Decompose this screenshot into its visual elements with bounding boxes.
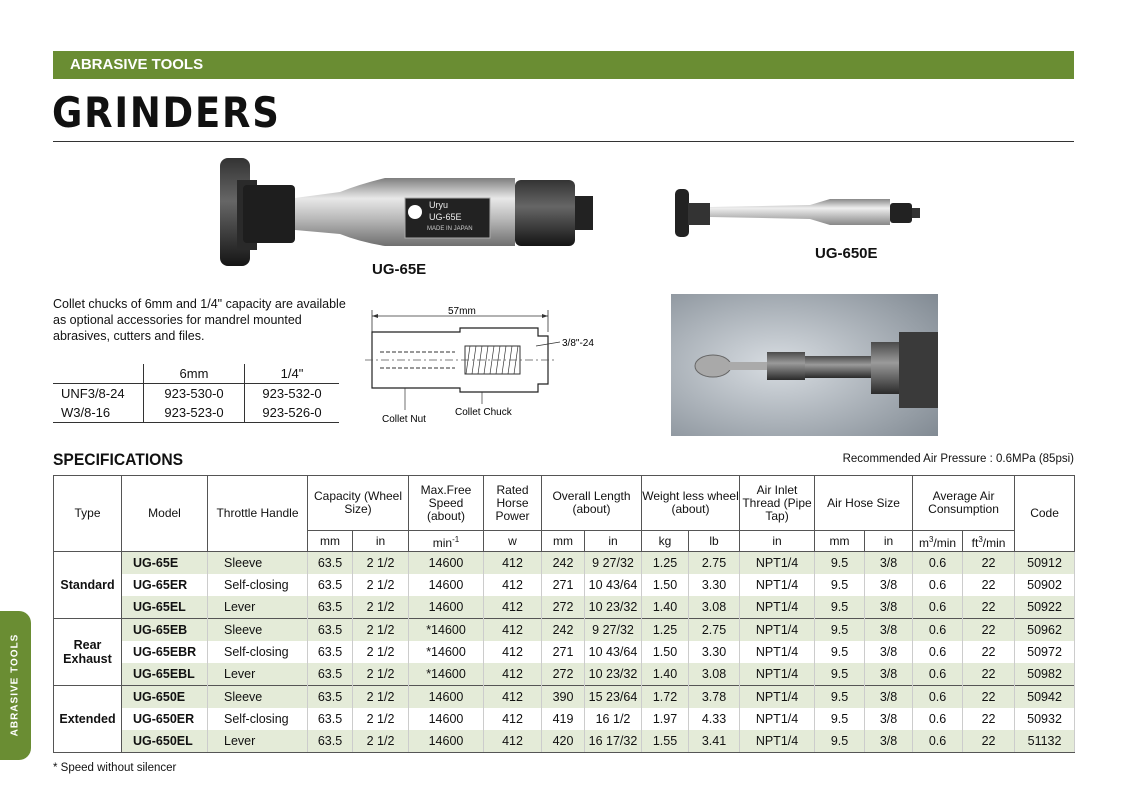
spec-cell: 1.55 <box>642 730 689 753</box>
spec-cell: 14600 <box>409 574 484 596</box>
unit-header: mm <box>815 531 865 552</box>
spec-cell: 63.5 <box>308 641 353 663</box>
spec-cell: NPT1/4 <box>740 686 815 709</box>
model-cell: UG-650E <box>122 686 208 709</box>
spec-cell: 242 <box>542 552 585 575</box>
spec-cell: 3/8 <box>865 708 913 730</box>
spec-cell: 14600 <box>409 596 484 619</box>
spec-cell: 0.6 <box>913 596 963 619</box>
throttle-cell: Sleeve <box>208 686 308 709</box>
spec-cell: 50982 <box>1015 663 1075 686</box>
spec-cell: 63.5 <box>308 730 353 753</box>
spec-cell: 16 1/2 <box>585 708 642 730</box>
spec-cell: 14600 <box>409 730 484 753</box>
spec-cell: 10 23/32 <box>585 663 642 686</box>
type-cell: Rear Exhaust <box>54 619 122 686</box>
diagram-thread: 3/8"-24 <box>562 338 594 349</box>
spec-cell: 14600 <box>409 708 484 730</box>
spec-cell: 10 43/64 <box>585 641 642 663</box>
type-cell: Standard <box>54 552 122 619</box>
table-row <box>54 730 1075 753</box>
spec-cell: 22 <box>963 686 1015 709</box>
spec-cell: 50932 <box>1015 708 1075 730</box>
collet-cell: 923-526-0 <box>245 403 340 423</box>
spec-cell: 3/8 <box>865 663 913 686</box>
spec-cell: 1.25 <box>642 552 689 575</box>
spec-cell: 22 <box>963 708 1015 730</box>
spec-cell: 412 <box>484 686 542 709</box>
spec-cell: 9.5 <box>815 663 865 686</box>
collet-cell: 923-523-0 <box>144 403 245 423</box>
spec-cell: 50942 <box>1015 686 1075 709</box>
spec-cell: 0.6 <box>913 552 963 575</box>
spec-cell: 272 <box>542 596 585 619</box>
th-capacity: Capacity (Wheel Size) <box>308 476 409 531</box>
throttle-cell: Lever <box>208 663 308 686</box>
throttle-cell: Self-closing <box>208 641 308 663</box>
spec-cell: 0.6 <box>913 574 963 596</box>
table-row <box>54 574 1075 596</box>
spec-cell: 9.5 <box>815 552 865 575</box>
spec-cell: 22 <box>963 552 1015 575</box>
spec-cell: 9.5 <box>815 708 865 730</box>
unit-header: in <box>865 531 913 552</box>
ug-650e-photo <box>670 185 925 240</box>
intro-text: Collet chucks of 6mm and 1/4" capacity are available as optional accessories for mandrel mounted abrasives, cutters and files. <box>53 297 346 343</box>
spec-cell: 2 1/2 <box>353 708 409 730</box>
spec-cell: 1.40 <box>642 596 689 619</box>
nameplate-model: UG-65E <box>429 212 462 222</box>
spec-cell: 3/8 <box>865 730 913 753</box>
th-length: Overall Length (about) <box>542 476 642 531</box>
title-divider <box>53 141 1074 142</box>
spec-cell: NPT1/4 <box>740 574 815 596</box>
spec-cell: 2 1/2 <box>353 596 409 619</box>
collet-row-label: W3/8-16 <box>53 403 144 423</box>
spec-cell: 271 <box>542 574 585 596</box>
spec-cell: 412 <box>484 552 542 575</box>
spec-cell: 63.5 <box>308 574 353 596</box>
spec-cell: 22 <box>963 574 1015 596</box>
nameplate-origin: MADE IN JAPAN <box>427 226 473 232</box>
collet-table <box>53 364 339 423</box>
unit-header: in <box>740 531 815 552</box>
spec-cell: 3.30 <box>689 574 740 596</box>
collet-header-blank <box>53 364 144 384</box>
spec-cell: 63.5 <box>308 619 353 642</box>
spec-cell: *14600 <box>409 619 484 642</box>
spec-cell: NPT1/4 <box>740 596 815 619</box>
side-tab <box>0 611 31 760</box>
spec-cell: 0.6 <box>913 641 963 663</box>
model-cell: UG-650EL <box>122 730 208 753</box>
spec-cell: 16 17/32 <box>585 730 642 753</box>
spec-cell: 4.33 <box>689 708 740 730</box>
spec-cell: 3.08 <box>689 596 740 619</box>
th-hose: Air Hose Size <box>815 476 913 531</box>
spec-cell: NPT1/4 <box>740 619 815 642</box>
collet-header-6mm: 6mm <box>144 364 245 384</box>
footnote: * Speed without silencer <box>53 762 177 774</box>
model-cell: UG-65EB <box>122 619 208 642</box>
unit-header: mm <box>542 531 585 552</box>
spec-cell: 2 1/2 <box>353 686 409 709</box>
spec-cell: 2.75 <box>689 619 740 642</box>
table-row <box>54 686 1075 709</box>
spec-cell: 1.25 <box>642 619 689 642</box>
spec-cell: NPT1/4 <box>740 663 815 686</box>
spec-cell: 63.5 <box>308 552 353 575</box>
spec-cell: 2.75 <box>689 552 740 575</box>
th-throttle: Throttle Handle <box>208 476 308 552</box>
spec-cell: 63.5 <box>308 663 353 686</box>
unit-header: $ft^3/\min$ <box>963 531 1015 552</box>
spec-cell: 412 <box>484 663 542 686</box>
spec-cell: 412 <box>484 730 542 753</box>
throttle-cell: Sleeve <box>208 619 308 642</box>
spec-cell: 1.50 <box>642 641 689 663</box>
unit-header: mm <box>308 531 353 552</box>
spec-cell: 22 <box>963 619 1015 642</box>
th-power: Rated Horse Power <box>484 476 542 531</box>
spec-cell: 63.5 <box>308 708 353 730</box>
model-cell: UG-65E <box>122 552 208 575</box>
spec-cell: NPT1/4 <box>740 552 815 575</box>
unit-header: in <box>353 531 409 552</box>
model-cell: UG-65EBL <box>122 663 208 686</box>
spec-cell: 9 27/32 <box>585 552 642 575</box>
spec-cell: 50922 <box>1015 596 1075 619</box>
spec-cell: *14600 <box>409 641 484 663</box>
model-label-ug-650e: UG-650E <box>815 245 878 262</box>
throttle-cell: Lever <box>208 730 308 753</box>
type-cell: Extended <box>54 686 122 753</box>
collet-header-quarter: 1/4" <box>245 364 340 384</box>
spec-cell: 9.5 <box>815 641 865 663</box>
specifications-table <box>53 475 1075 753</box>
model-cell: UG-65EL <box>122 596 208 619</box>
spec-cell: 9.5 <box>815 596 865 619</box>
collet-cell: 923-532-0 <box>262 386 322 401</box>
spec-cell: 0.6 <box>913 663 963 686</box>
table-row <box>54 663 1075 686</box>
spec-cell: 50962 <box>1015 619 1075 642</box>
table-row <box>54 619 1075 642</box>
spec-cell: NPT1/4 <box>740 730 815 753</box>
spec-cell: 3.30 <box>689 641 740 663</box>
unit-header: w <box>484 531 542 552</box>
spec-cell: 3/8 <box>865 641 913 663</box>
spec-cell: 3/8 <box>865 686 913 709</box>
spec-cell: 0.6 <box>913 708 963 730</box>
table-row <box>54 641 1075 663</box>
spec-cell: 412 <box>484 596 542 619</box>
spec-cell: 63.5 <box>308 686 353 709</box>
spec-cell: 412 <box>484 619 542 642</box>
table-row <box>54 552 1075 575</box>
model-cell: UG-650ER <box>122 708 208 730</box>
spec-cell: 271 <box>542 641 585 663</box>
unit-header: kg <box>642 531 689 552</box>
spec-cell: 63.5 <box>308 596 353 619</box>
collet-row-label: UNF3/8-24 <box>53 384 144 404</box>
spec-cell: NPT1/4 <box>740 708 815 730</box>
spec-cell: 1.50 <box>642 574 689 596</box>
spec-cell: 22 <box>963 641 1015 663</box>
spec-cell: 14600 <box>409 686 484 709</box>
spec-cell: 412 <box>484 708 542 730</box>
th-code: Code <box>1015 476 1075 552</box>
unit-header: lb <box>689 531 740 552</box>
spec-cell: 2 1/2 <box>353 641 409 663</box>
spec-cell: 10 23/32 <box>585 596 642 619</box>
spec-cell: 0.6 <box>913 730 963 753</box>
diagram-length: 57mm <box>448 306 476 317</box>
spec-cell: 412 <box>484 574 542 596</box>
spec-cell: 412 <box>484 641 542 663</box>
spec-cell: 50912 <box>1015 552 1075 575</box>
spec-cell: 15 23/64 <box>585 686 642 709</box>
th-weight: Weight less wheel (about) <box>642 476 740 531</box>
spec-cell: 3.41 <box>689 730 740 753</box>
spec-cell: 2 1/2 <box>353 619 409 642</box>
spec-cell: 9.5 <box>815 619 865 642</box>
spec-cell: *14600 <box>409 663 484 686</box>
diagram-collet-chuck: Collet Chuck <box>455 407 512 418</box>
throttle-cell: Sleeve <box>208 552 308 575</box>
diagram-collet-nut: Collet Nut <box>382 414 426 425</box>
model-cell: UG-65EBR <box>122 641 208 663</box>
spec-cell: 50902 <box>1015 574 1075 596</box>
unit-header: in <box>585 531 642 552</box>
unit-header: $m^3/\min$ <box>913 531 963 552</box>
th-consumption: Average Air Consumption <box>913 476 1015 531</box>
collet-diagram <box>360 302 620 432</box>
spec-cell: 242 <box>542 619 585 642</box>
spec-cell: 1.40 <box>642 663 689 686</box>
th-model: Model <box>122 476 208 552</box>
nameplate-brand: Uryu <box>429 200 449 210</box>
spec-cell: 9.5 <box>815 730 865 753</box>
throttle-cell: Self-closing <box>208 708 308 730</box>
spec-cell: 14600 <box>409 552 484 575</box>
side-tab-label: ABRASIVE TOOLS <box>9 633 21 737</box>
spec-cell: 3/8 <box>865 619 913 642</box>
section-banner: ABRASIVE TOOLS <box>53 51 1074 79</box>
closeup-photo <box>671 294 938 436</box>
th-inlet: Air Inlet Thread (Pipe Tap) <box>740 476 815 531</box>
spec-cell: 3.78 <box>689 686 740 709</box>
spec-cell: 22 <box>963 663 1015 686</box>
model-label-ug-65e: UG-65E <box>372 261 427 278</box>
spec-cell: 420 <box>542 730 585 753</box>
recommended-pressure: Recommended Air Pressure : 0.6MPa (85psi) <box>842 453 1074 465</box>
unit-header: $\min^{-1}$ <box>409 531 484 552</box>
specifications-heading: SPECIFICATIONS <box>53 450 184 469</box>
th-type: Type <box>54 476 122 552</box>
spec-cell: 3.08 <box>689 663 740 686</box>
spec-cell: 1.72 <box>642 686 689 709</box>
ug-65e-photo <box>215 150 600 270</box>
spec-cell: 272 <box>542 663 585 686</box>
spec-cell: 2 1/2 <box>353 730 409 753</box>
table-row <box>54 708 1075 730</box>
spec-cell: 3/8 <box>865 574 913 596</box>
spec-cell: 50972 <box>1015 641 1075 663</box>
th-speed: Max.Free Speed (about) <box>409 476 484 531</box>
spec-cell: 9 27/32 <box>585 619 642 642</box>
spec-cell: 390 <box>542 686 585 709</box>
spec-cell: 9.5 <box>815 574 865 596</box>
spec-cell: 51132 <box>1015 730 1075 753</box>
spec-cell: NPT1/4 <box>740 641 815 663</box>
spec-cell: 3/8 <box>865 552 913 575</box>
collet-cell: 923-530-0 <box>144 384 245 404</box>
model-cell: UG-65ER <box>122 574 208 596</box>
spec-cell: 22 <box>963 730 1015 753</box>
table-row <box>54 596 1075 619</box>
spec-cell: 2 1/2 <box>353 552 409 575</box>
throttle-cell: Lever <box>208 596 308 619</box>
spec-cell: 0.6 <box>913 619 963 642</box>
spec-cell: 3/8 <box>865 596 913 619</box>
spec-cell: 10 43/64 <box>585 574 642 596</box>
spec-cell: 9.5 <box>815 686 865 709</box>
spec-cell: 419 <box>542 708 585 730</box>
spec-cell: 22 <box>963 596 1015 619</box>
throttle-cell: Self-closing <box>208 574 308 596</box>
spec-cell: 0.6 <box>913 686 963 709</box>
spec-cell: 2 1/2 <box>353 574 409 596</box>
page-title: GRINDERS <box>52 88 281 137</box>
spec-cell: 2 1/2 <box>353 663 409 686</box>
spec-cell: 1.97 <box>642 708 689 730</box>
